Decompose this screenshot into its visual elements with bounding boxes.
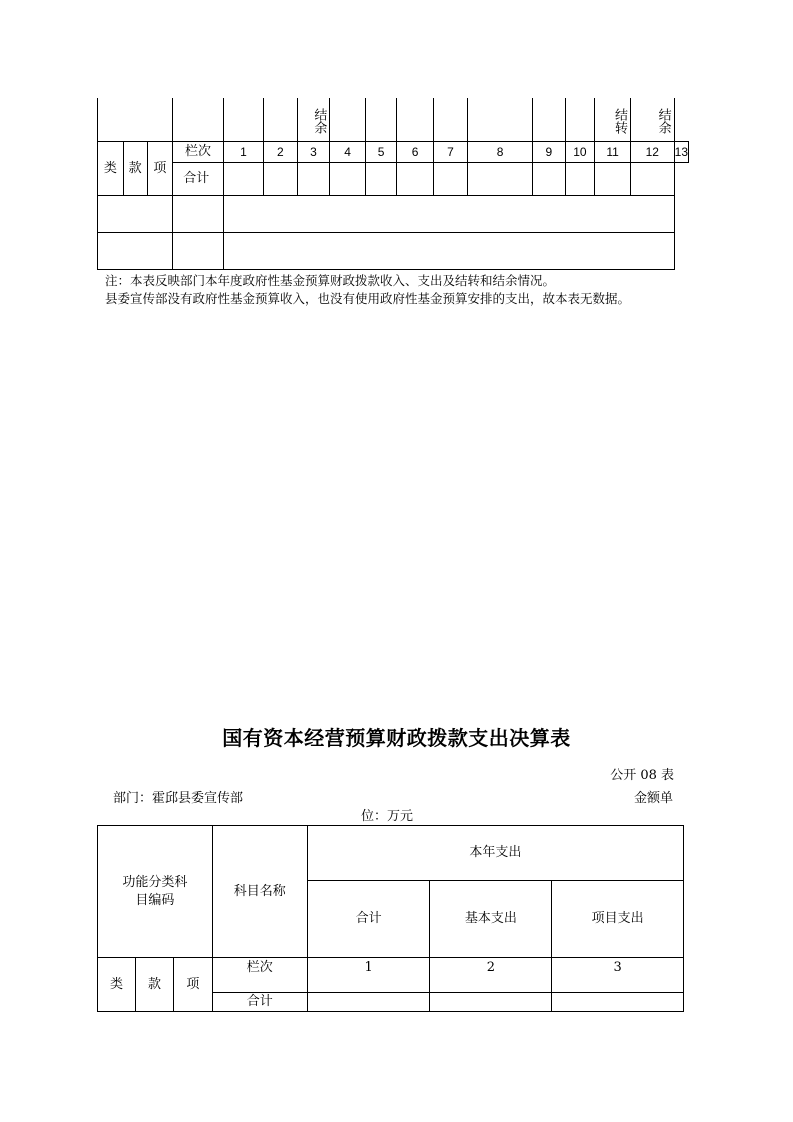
label-kuan: 款 xyxy=(135,958,173,1012)
label-lanci: 栏次 xyxy=(212,958,307,993)
label-heji: 合计 xyxy=(173,163,223,196)
func-class-label: 功能分类科目编码 xyxy=(122,874,188,908)
column-number: 10 xyxy=(565,142,595,163)
column-number: 4 xyxy=(330,142,365,163)
label-lei: 类 xyxy=(98,958,136,1012)
page-title: 国有资本经营预算财政拨款支出决算表 xyxy=(222,726,571,750)
subject-name-header: 科目名称 xyxy=(212,826,307,958)
table-header-row xyxy=(98,98,689,142)
label-heji: 合计 xyxy=(212,993,307,1012)
column-number: 2 xyxy=(430,958,552,993)
unit-label-part1: 金额单 xyxy=(633,791,673,806)
unit-label-part2: 位：万元 xyxy=(361,809,414,824)
label-xiang: 项 xyxy=(147,142,173,196)
table-row xyxy=(98,163,689,196)
func-class-header xyxy=(98,826,213,958)
current-year-expense-header: 本年支出 xyxy=(307,826,683,881)
column-number: 2 xyxy=(264,142,297,163)
subcol-total: 合计 xyxy=(307,881,430,958)
column-number: 1 xyxy=(223,142,263,163)
subcol-basic: 基本支出 xyxy=(430,881,552,958)
column-number: 9 xyxy=(533,142,566,163)
table-row xyxy=(98,196,689,233)
label-lei: 类 xyxy=(98,142,124,196)
table-row xyxy=(98,233,689,270)
label-xiang: 项 xyxy=(173,958,212,1012)
column-number: 13 xyxy=(674,142,688,163)
column-number: 5 xyxy=(365,142,397,163)
column-number: 3 xyxy=(297,142,330,163)
note-line-1: 注：本表反映部门本年度政府性基金预算财政拨款收入、支出及结转和结余情况。 xyxy=(105,273,556,288)
column-number: 7 xyxy=(433,142,467,163)
header-cell-surplus-2: 结余 xyxy=(630,98,674,142)
fund-budget-table xyxy=(97,98,689,270)
table-header-row xyxy=(98,826,684,881)
subcol-project: 项目支出 xyxy=(552,881,684,958)
label-kuan: 款 xyxy=(123,142,147,196)
state-capital-expense-table xyxy=(97,825,684,1012)
table-row xyxy=(98,142,689,163)
column-number: 8 xyxy=(468,142,533,163)
column-number: 1 xyxy=(307,958,430,993)
header-cell-surplus-1: 结余 xyxy=(297,98,330,142)
column-number: 12 xyxy=(630,142,674,163)
column-number: 6 xyxy=(397,142,433,163)
column-number: 11 xyxy=(595,142,631,163)
column-number: 3 xyxy=(552,958,684,993)
table-row xyxy=(98,958,684,993)
label-lanci: 栏次 xyxy=(173,142,223,163)
department-label: 部门：霍邱县委宣传部 xyxy=(113,791,244,806)
header-cell-carryover: 结转 xyxy=(595,98,631,142)
table-code: 公开 08 表 xyxy=(610,768,674,783)
table-notes xyxy=(105,272,685,308)
note-line-2: 县委宣传部没有政府性基金预算收入，也没有使用政府性基金预算安排的支出，故本表无数据。 xyxy=(105,291,631,306)
